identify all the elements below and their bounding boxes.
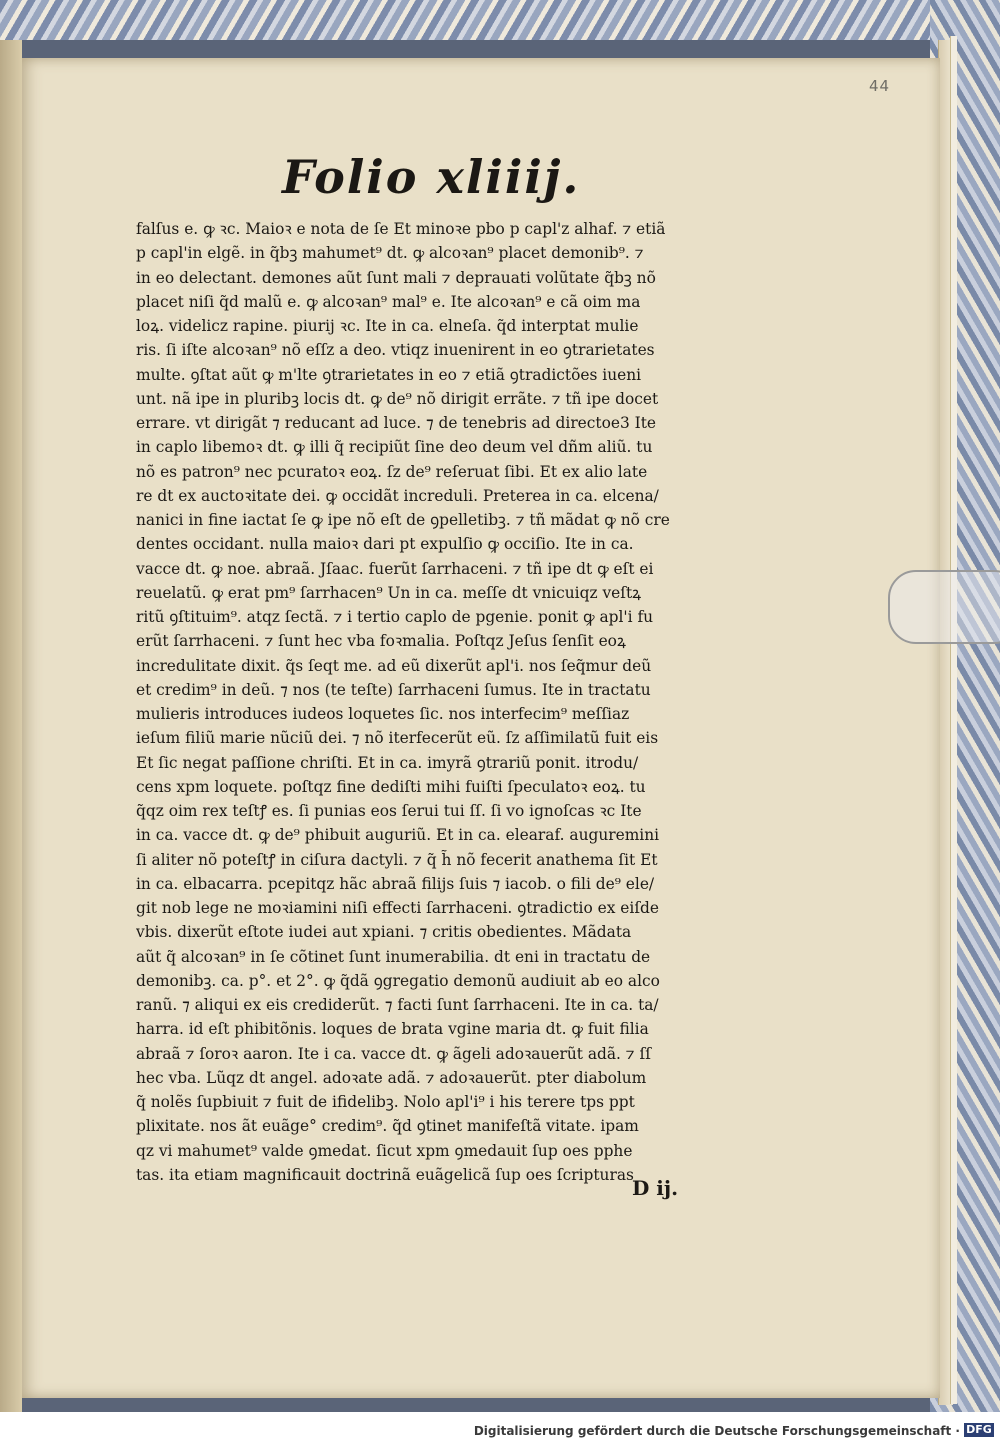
text-line: plixitate. nos ãt euãge° credim⁹. q̃d ꝯtinet manifeſtã vitate. ipam (136, 1117, 639, 1136)
text-line: demonibꝫ. ca. p°. et 2°. ꝙ q̃dã ꝯgregatio demonũ audiuit ab eo alco (136, 971, 660, 990)
text-line: nanici in fine iactat ſe ꝙ ipe nõ eſt de ꝯpelletibꝫ. ⁊ tñ mãdat ꝙ nõ cre (136, 511, 670, 529)
signature-mark: D ij. (632, 1176, 679, 1200)
text-line: abraã ⁊ ſoroꝛ aaron. Ite i ca. vacce dt. ꝙ ãgeli adoꝛauerũt adã. ⁊ ſſ (136, 1044, 651, 1063)
text-line: falſus e. ꝙ ꝛc. Maioꝛ e nota de ſe Et minoꝛe pbo p capl'z alhaf. ⁊ etiã (136, 220, 666, 238)
text-line: aũt q̃ alcoꝛan⁹ in ſe cõtinet ſunt inumerabilia. dt eni in tractatu de (136, 947, 651, 966)
text-line: in caplo libemoꝛ dt. ꝙ illi q̃ recipiũt ſine deo deum vel dñm aliũ. tu (136, 438, 653, 457)
text-line: p capl'in elgẽ. in q̃bꝫ mahumet⁹ dt. ꝙ alcoꝛan⁹ placet demonib⁹. ⁊ (136, 244, 644, 263)
text-line: loꝝ. videlicz rapine. piurij ꝛc. Ite in ca. elneſa. q̃d interptat mulie (136, 317, 639, 335)
text-line: unt. nã ipe in pluribꝫ locis dt. ꝙ de⁹ nõ dirigit errãte. ⁊ tñ ipe docet (136, 389, 659, 408)
text-line: erũt ſarrhaceni. ⁊ ſunt hec vba foꝛmalia. Poſtqz Jeſus ſenſit eoꝝ (136, 632, 626, 651)
text-line: in ca. vacce dt. ꝙ de⁹ phibuit auguriũ. Et in ca. elearaf. auguremini (136, 826, 660, 845)
marbled-cover-top (0, 0, 1000, 40)
dfg-logo: DFG (964, 1423, 994, 1437)
text-line: multe. ꝯſtat aũt ꝙ m'lte ꝯtrarietates in eo ⁊ etiã ꝯtradictões iueni (136, 365, 642, 384)
footer-bar (0, 1412, 1000, 1452)
body-text (136, 217, 741, 1187)
text-line: q̃ nolẽs ſupbiuit ⁊ fuit de ifidelibꝫ. Nolo apl'i⁹ i his terere tps ppt (136, 1093, 635, 1111)
text-line: mulieris introduces iudeos loquetes ſic. nos interfecim⁹ meſſiaz (136, 705, 630, 723)
text-line: nõ es patron⁹ nec pcuratoꝛ eoꝝ. ſz de⁹ reſeruat ſibi. Et ex alio late (136, 462, 648, 481)
text-line: re dt ex auctoꝛitate dei. ꝙ occidãt increduli. Preterea in ca. elcena/ (136, 486, 659, 505)
page-clip (888, 570, 1000, 644)
text-line: harra. id eſt phibitõnis. loques de brata vgine maria dt. ꝙ fuit filia (136, 1020, 649, 1039)
text-line: qz vi mahumet⁹ valde ꝯmedat. ſicut xpm ꝯmedauit ſup oes pphe (136, 1141, 633, 1160)
page-stack-edge-outer (950, 36, 957, 1404)
text-line: in eo delectant. demones aũt ſunt mali ⁊ deprauati volũtate q̃bꝫ nõ (136, 268, 656, 287)
text-line: placet niſi q̃d malũ e. ꝙ alcoꝛan⁹ mal⁹ e. Ite alcoꝛan⁹ e cã oim ma (136, 292, 641, 311)
text-line: tas. ita etiam magnificauit doctrinã euãgelicã ſup oes ſcripturas (136, 1165, 634, 1184)
text-line: ritũ ꝯſtituim⁹. atqz ſectã. ⁊ i tertio caplo de pgenie. ponit ꝙ apl'i fu (136, 608, 654, 626)
text-line: reuelatũ. ꝙ erat pm⁹ ſarrhacen⁹ Un in ca. meſſe dt vnicuiqz veſtꝝ (136, 583, 642, 602)
text-line: hec vba. Lũqz dt angel. adoꝛate adã. ⁊ adoꝛauerũt. pter diabolum (136, 1068, 647, 1087)
text-line: ieſum filiũ marie nũciũ dei. ⁊ nõ iterfecerũt eũ. ſz aſſimilatũ fuit eis (136, 729, 659, 748)
facing-page-edge (0, 40, 22, 1412)
text-line: ris. ſi iſte alcoꝛan⁹ nõ eſſz a deo. vtiqz inuenirent in eo ꝯtrarietates (136, 341, 655, 360)
text-line: ſi aliter nõ poteſtꝭ in ciſura dactyli. ⁊ q̃ h̃ nõ fecerit anathema ſit Et (136, 850, 658, 869)
text-line: in ca. elbacarra. pcepitqz hãc abraã filijs ſuis ⁊ iacob. o fili de⁹ ele/ (136, 874, 655, 893)
funding-credit: Digitalisierung gefördert durch die Deutsche Forschungsgemeinschaft · (473, 1424, 960, 1438)
text-line: git nob lege ne moꝛiamini niſi effecti ſarrhaceni. ꝯtradictio ex eiſde (136, 899, 659, 917)
text-line: errare. vt dirigãt ⁊ reducant ad luce. ⁊ de tenebris ad directoe3 Ite (136, 414, 657, 432)
text-line: dentes occidant. nulla maioꝛ dari pt expulſio ꝙ occiſio. Ite in ca. (136, 535, 634, 554)
text-line: q̃qz oim rex teſtꝭ es. ſi punias eos ſerui tui ſſ. ſi vo ignoſcas ꝛc Ite (136, 802, 642, 820)
text-line: ranũ. ⁊ aliqui ex eis crediderũt. ⁊ facti ſunt ſarrhaceni. Ite in ca. ta/ (136, 996, 659, 1014)
text-line: vbis. dixerũt eſtote iudei aut xpiani. ⁊ critis obedientes. Mãdata (136, 923, 632, 942)
text-line: cens xpm loquete. poſtqz fine dediſti mihi fuiſti ſpeculatoꝛ eoꝝ. tu (136, 777, 646, 796)
page-headline: Folio xliiij. (282, 150, 581, 204)
text-line: vacce dt. ꝙ noe. abraã. Jſaac. fuerũt ſarrhaceni. ⁊ tñ ipe dt ꝙ eſt ei (136, 559, 654, 578)
text-line: incredulitate dixit. q̃s ſeqt me. ad eũ dixerũt apl'i. nos ſeq̃mur deũ (136, 656, 652, 675)
text-line: Et ſic negat paſſione chriſti. Et in ca. imyrã ꝯtrariũ ponit. itrodu/ (136, 753, 639, 772)
folio-number: 44 (869, 77, 891, 95)
text-line: et credim⁹ in deũ. ⁊ nos (te teſte) ſarrhaceni ſumus. Ite in tractatu (136, 680, 651, 699)
